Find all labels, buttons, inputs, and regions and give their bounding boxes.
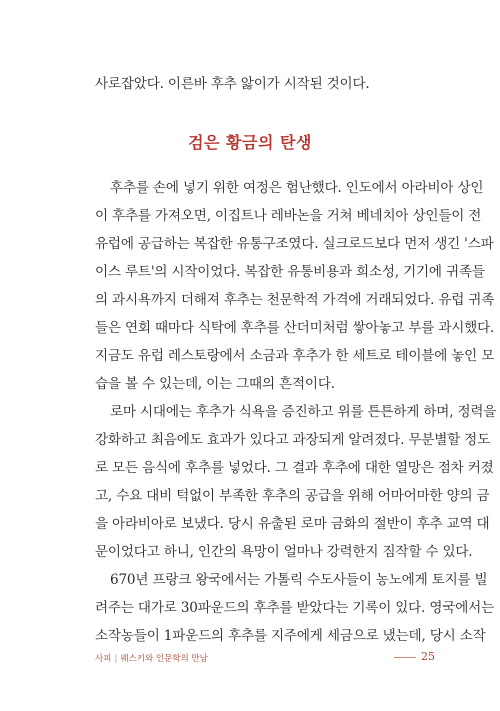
body-line: 이 후추를 가져오면, 이집트나 레바논을 거쳐 베네치아 상인들이 전 xyxy=(95,208,482,224)
footer-book-title: 웨스키와 인문학의 만남 xyxy=(120,654,208,664)
footer-rule xyxy=(394,657,416,658)
body-line: 소작농들이 1파운드의 후추를 지주에게 세금으로 냈는데, 당시 소작 xyxy=(95,628,486,644)
body-line: 을 아라비아로 보냈다. 당시 유출된 로마 금화의 절반이 후추 교역 대 xyxy=(95,516,490,532)
body-line: 문이었다고 하니, 인간의 욕망이 얼마나 강력한지 짐작할 수 있다. xyxy=(95,544,473,560)
body-line: 려주는 대가로 30파운드의 후추를 받았다는 기록이 있다. 영국에서는 xyxy=(95,600,495,616)
footer-chapter: 사피 xyxy=(95,654,112,664)
body-line: 670년 프랑크 왕국에서는 가톨릭 수도사들이 농노에게 토지를 빌 xyxy=(110,572,488,588)
body-line: 습을 볼 수 있는데, 이는 그때의 흔적이다. xyxy=(95,376,335,392)
body-line: 로마 시대에는 후추가 식욕을 증진하고 위를 튼튼하게 하며, 정력을 xyxy=(110,404,497,420)
page-number: 25 xyxy=(421,650,435,663)
body-line: 지금도 유럽 레스토랑에서 소금과 후추가 한 세트로 테이블에 놓인 모 xyxy=(95,348,495,364)
body-line: 고, 수요 대비 턱없이 부족한 후추의 공급을 위해 어마어마한 양의 금 xyxy=(95,488,490,504)
body-line: 로 모든 음식에 후추를 넣었다. 그 결과 후추에 대한 열망은 점차 커졌 xyxy=(95,460,494,476)
running-footer xyxy=(95,652,208,664)
body-line: 후추를 손에 넣기 위한 여정은 험난했다. 인도에서 아라비아 상인 xyxy=(110,180,484,196)
body-line: 강화하고 최음에도 효과가 있다고 과장되게 알려졌다. 무분별할 정도 xyxy=(95,432,491,448)
body-line: 이스 루트'의 시작이었다. 복잡한 유통비용과 희소성, 기기에 귀족들 xyxy=(95,264,485,280)
opening-line: 사로잡았다. 이른바 후추 앓이가 시작된 것이다. xyxy=(95,76,370,92)
body-line: 들은 연회 때마다 식탁에 후추를 산더미처럼 쌓아놓고 부를 과시했다. xyxy=(95,320,495,336)
body-line: 의 과시욕까지 더해져 후추는 천문학적 가격에 거래되었다. 유럽 귀족 xyxy=(95,292,495,308)
section-title: 검은 황금의 탄생 xyxy=(188,133,312,152)
body-line: 유럽에 공급하는 복잡한 유통구조였다. 실크로드보다 먼저 생긴 '스파 xyxy=(95,236,494,252)
footer-separator: | xyxy=(114,654,118,664)
